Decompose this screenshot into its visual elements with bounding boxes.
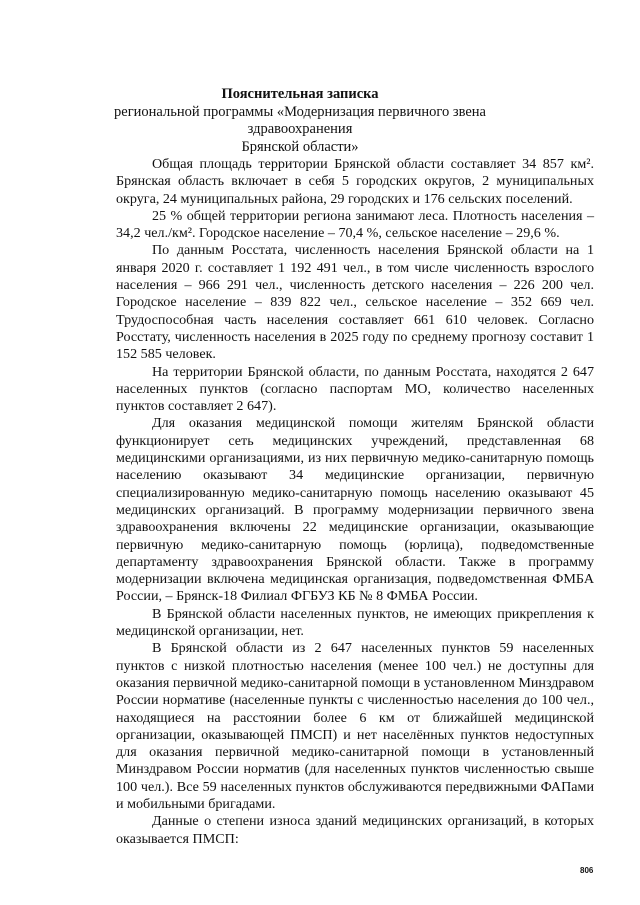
document-header — [100, 86, 500, 156]
page-number: 806 — [580, 866, 594, 875]
document-subtitle-line-2: Брянской области» — [241, 138, 359, 155]
paragraph-building-wear: Данные о степени износа зданий медицинских организаций, в которых оказывается ПМСП: — [116, 813, 594, 847]
paragraph-medical-network: Для оказания медицинской помощи жителям Брянской области функционирует сеть медицинских учреждений, представленная 68 медицинскими организациями, из них первичную медико-санитарную помощь населению оказывают 34 медицинские организации, первичную специализированную медико-санитарную помощь населению оказывают 45 медицинских организаций. В программу модернизации первичного звена здравоохранения включены 22 медицинские организации, оказывающие первичную медико-санитарную помощь (юрлица), подведомственные департаменту здравоохранения Брянской области. Также в программу модернизации включена медицинская организация, подведомственная ФМБА России, – Брянск-18 Филиал ФГБУЗ КБ № 8 ФМБА России. — [116, 415, 594, 605]
paragraph-territory: Общая площадь территории Брянской области составляет 34 857 км². Брянская область включает в себя 5 городских округов, 2 муниципальных округа, 24 муниципальных района, 29 городских и 176 сельских поселений. — [116, 156, 594, 207]
paragraph-population: По данным Росстата, численность населения Брянской области на 1 января 2020 г. составляет 1 192 491 чел., в том числе численность взрослого населения – 966 291 чел., численность детского населения – 226 200 чел. Городское население – 839 822 чел., сельское население – 352 669 чел. Трудоспособная часть населения составляет 661 610 человек. Согласно Росстату, численность населения в 2025 году по среднему прогнозу составит 1 152 585 человек. — [116, 242, 594, 363]
paragraph-accessibility: В Брянской области из 2 647 населенных пунктов 59 населенных пунктов с низкой плотностью населения (менее 100 чел.) не доступны для оказания первичной медико-санитарной помощи в установленном Минздравом России нормативе (населенные пункты с численностью населения до 100 чел., находящиеся на расстоянии более 6 км от ближайшей медицинской организации, оказывающей ПМСП) и нет населённых пунктов недоступных для оказания первичной медико-санитарной помощи в установленный Минздравом России норматив (для населенных пунктов численностью свыше 100 чел.). Все 59 населенных пунктов обслуживаются передвижными ФАПами и мобильными бригадами. — [116, 640, 594, 812]
document-body — [116, 156, 594, 848]
document-subtitle-line-1: региональной программы «Модернизация первичного звена здравоохранения — [114, 103, 486, 137]
document-title: Пояснительная записка — [221, 86, 379, 102]
paragraph-density: 25 % общей территории региона занимают леса. Плотность населения – 34,2 чел./км². Городское население – 70,4 %, сельское население – 29,6 %. — [116, 207, 594, 242]
paragraph-settlements: На территории Брянской области, по данным Росстата, находятся 2 647 населенных пунктов (согласно паспортам МО, количество населенных пунктов составляет 2 647). — [116, 363, 594, 415]
paragraph-attachment: В Брянской области населенных пунктов, не имеющих прикрепления к медицинской организации, нет. — [116, 605, 594, 640]
